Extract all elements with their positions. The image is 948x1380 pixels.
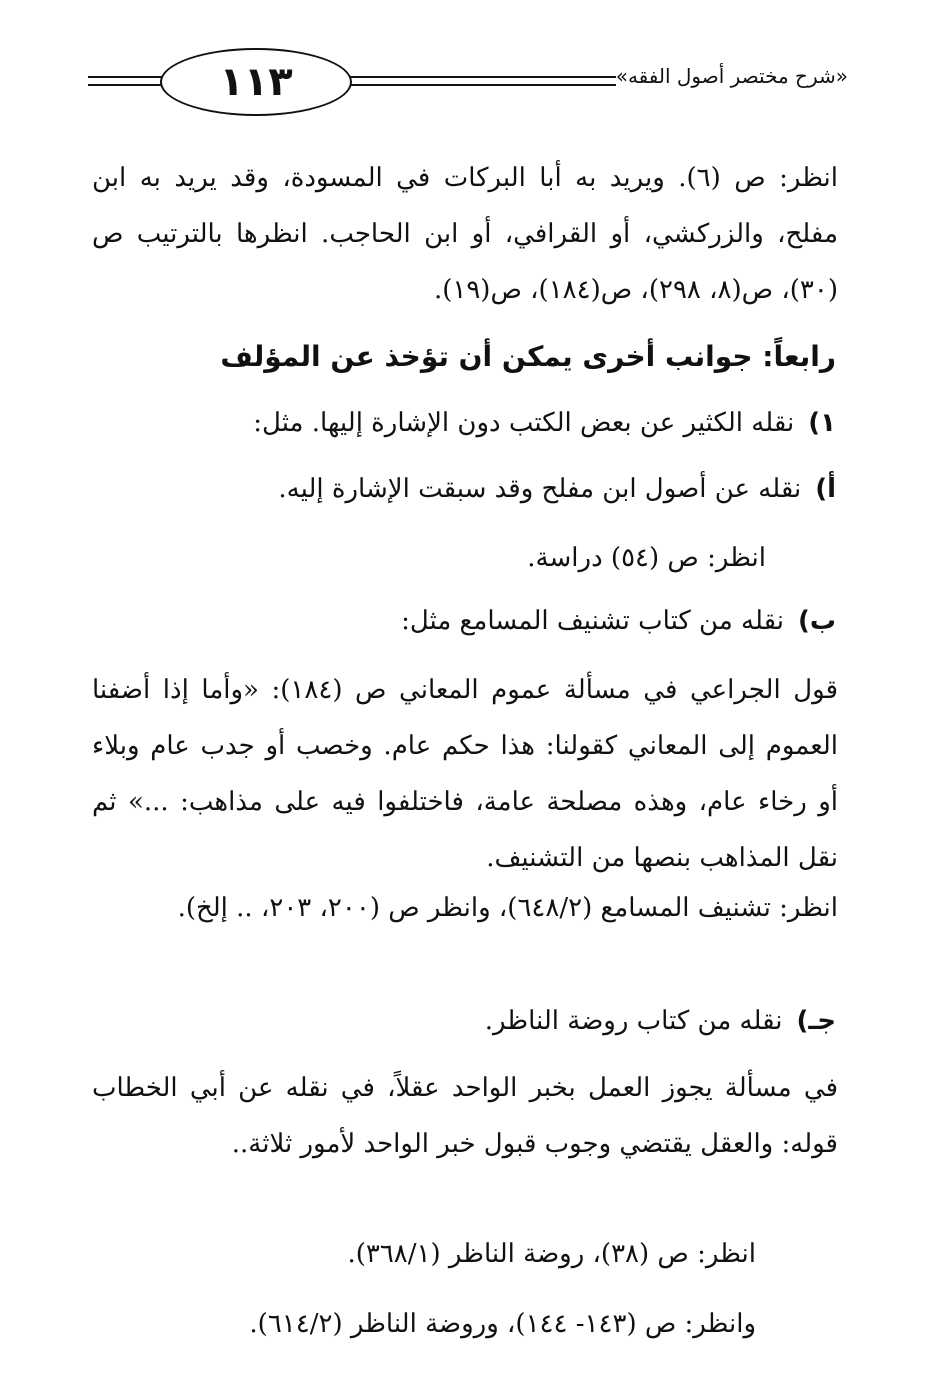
list-marker-a: أ) [815, 474, 836, 504]
page-number: ١١٣ [160, 48, 352, 116]
reference-c1: انظر: ص (٣٨)، روضة الناظر (٣٦٨/١). [347, 1239, 756, 1269]
list-item-a [278, 474, 836, 504]
book-title: «شرح مختصر أصول الفقه» [615, 64, 848, 88]
list-item-b-text: نقله من كتاب تشنيف المسامع مثل: [401, 606, 784, 636]
list-item-c [485, 1006, 836, 1036]
list-item-b [401, 606, 836, 636]
list-marker-1: ١) [808, 408, 836, 438]
list-item-a-text: نقله عن أصول ابن مفلح وقد سبقت الإشارة إليه. [278, 474, 802, 504]
reference-a: انظر: ص (٥٤) دراسة. [527, 543, 766, 573]
list-marker-c: جـ) [796, 1006, 836, 1036]
page-header [88, 42, 848, 122]
section-heading: رابعاً: جوانب أخرى يمكن أن تؤخذ عن المؤلف [220, 340, 836, 373]
header-rule-right-2 [338, 84, 616, 86]
header-rule-right-1 [338, 76, 616, 78]
quote-c: في مسألة يجوز العمل بخبر الواحد عقلاً، في نقله عن أبي الخطاب قوله: والعقل يقتضي وجوب قبول خبر الواحد لأمور ثلاثة.. [92, 1073, 838, 1159]
paragraph-intro-reference: انظر: ص (٦). ويريد به أبا البركات في المسودة، وقد يريد به ابن مفلح، والزركشي، أو القرافي، أو ابن الحاجب. انظرها بالترتيب ص (٣٠)، ص(٨، ٢٩٨)، ص(١٨٤)، ص(١٩). [92, 163, 838, 305]
list-item-c-text: نقله من كتاب روضة الناظر. [484, 1006, 783, 1036]
reference-b: انظر: تشنيف المسامع (٦٤٨/٢)، وانظر ص (٢٠٠، ٢٠٣، .. إلخ). [177, 893, 838, 923]
list-item-1 [253, 408, 836, 438]
list-marker-b: ب) [797, 606, 836, 636]
list-item-1-text: نقله الكثير عن بعض الكتب دون الإشارة إليها. مثل: [253, 408, 795, 438]
reference-c2: وانظر: ص (١٤٣- ١٤٤)، وروضة الناظر (٦١٤/٢). [249, 1309, 756, 1339]
quote-b: قول الجراعي في مسألة عموم المعاني ص (١٨٤): «وأما إذا أضفنا العموم إلى المعاني كقولنا: هذا حكم عام. وخصب أو جدب عام وبلاء أو رخاء عام، وهذه مصلحة عامة، فاختلفوا فيه على مذاهب: ...» ثم نقل المذاهب بنصها من التشنيف. [92, 675, 838, 873]
